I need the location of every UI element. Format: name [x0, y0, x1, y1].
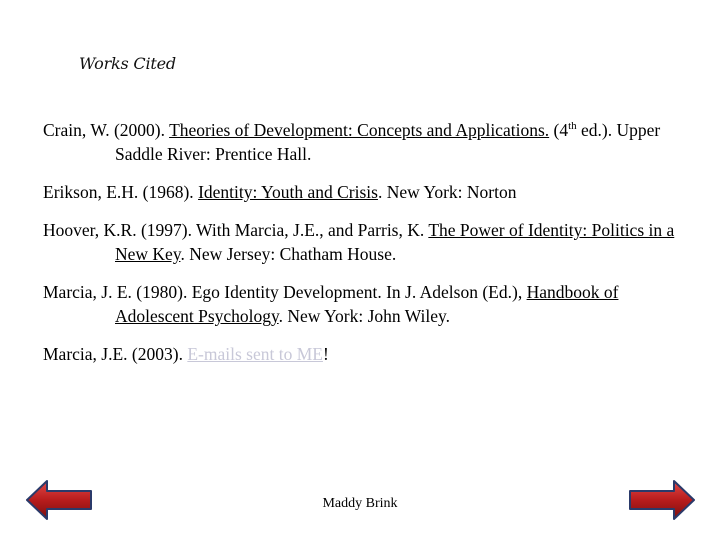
reference-list — [43, 118, 693, 380]
ref-text: . New York: Norton — [377, 182, 517, 202]
ref-text: Crain, W. (2000). — [43, 120, 170, 140]
reference-marcia-1980 — [43, 280, 693, 328]
reference-crain — [43, 118, 693, 166]
ref-text: ! — [322, 344, 329, 364]
reference-hoover — [43, 218, 693, 266]
book-title: Identity: Youth and Crisis — [198, 182, 378, 202]
book-title: Handbook of Adolescent Psychology — [115, 282, 619, 326]
ref-text: Hoover, K.R. (1997). With Marcia, J.E., and Parris, K. — [43, 220, 429, 240]
book-title: The Power of Identity: Politics in a New Key — [115, 220, 675, 264]
ref-text: . New Jersey: Chatham House. — [180, 244, 397, 264]
ref-text: ed.). Upper Saddle River: Prentice Hall. — [115, 120, 661, 164]
arrow-right-icon — [628, 479, 696, 521]
ref-text: (4 — [549, 120, 569, 140]
book-title: Theories of Development: Concepts and Applications. — [169, 120, 550, 140]
ref-text: Marcia, J. E. (1980). Ego Identity Development. In J. Adelson (Ed.), — [43, 282, 527, 302]
footer-author: Maddy Brink — [322, 496, 398, 511]
next-button[interactable] — [628, 479, 696, 521]
ref-text: Marcia, J.E. (2003). — [43, 344, 188, 364]
email-link[interactable]: E-mails sent to ME — [187, 344, 323, 364]
ref-superscript: th — [568, 120, 577, 133]
ref-text: . New York: John Wiley. — [278, 306, 451, 326]
page-title: Works Cited — [79, 54, 176, 73]
reference-marcia-2003 — [43, 342, 693, 366]
reference-erikson — [43, 180, 693, 204]
ref-text: Erikson, E.H. (1968). — [43, 182, 199, 202]
